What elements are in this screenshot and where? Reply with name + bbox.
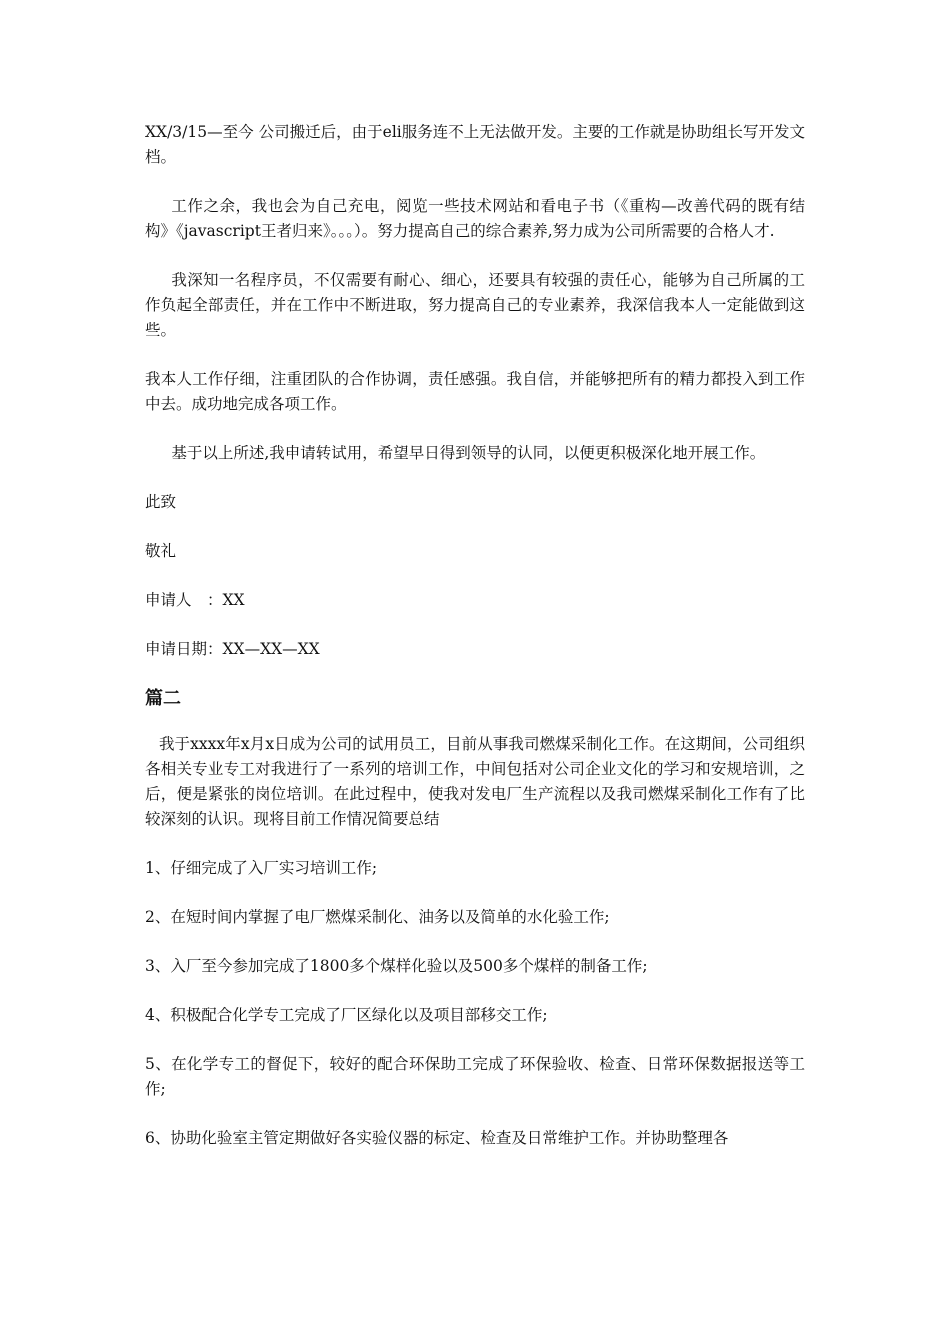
list-item: 1、仔细完成了入厂实习培训工作; [145,859,378,877]
applicant-line: 申请人 ：XX [145,591,245,609]
list-item: 6、协助化验室主管定期做好各实验仪器的标定、检查及日常维护工作。并协助整理各 [145,1129,729,1147]
closing-salute: 敬礼 [145,542,177,560]
paragraph-teamwork: 我本人工作仔细，注重团队的合作协调，责任感强。我自信，并能够把所有的精力都投入到工作中去。成功地完成各项工作。 [145,370,805,413]
list-item: 5、在化学专工的督促下，较好的配合环保助工完成了环保验收、检查、日常环保数据报送等工作; [145,1055,805,1098]
list-item: 2、在短时间内掌握了电厂燃煤采制化、油务以及简单的水化验工作; [145,908,610,926]
paragraph-request: 基于以上所述,我申请转试用，希望早日得到领导的认同，以便更积极深化地开展工作。 [171,444,766,462]
paragraph-responsibility: 我深知一名程序员，不仅需要有耐心、细心，还要具有较强的责任心，能够为自己所属的工作负起全部责任，并在工作中不断进取，努力提高自己的专业素养，我深信我本人一定能做到这些。 [145,271,805,339]
list-item: 3、入厂至今参加完成了1800多个煤样化验以及500多个煤样的制备工作; [145,957,648,975]
paragraph-intro: 我于xxxx年x月x日成为公司的试用员工，目前从事我司燃煤采制化工作。在这期间，公司组织各相关专业专工对我进行了一系列的培训工作，中间包括对公司企业文化的学习和安规培训，之后，便是紧张的岗位培训。在此过程中，使我对发电厂生产流程以及我司燃煤采制化工作有了比较深刻的认识。现将目前工作情况简要总结 [145,735,805,828]
date-line: 申请日期：XX—XX—XX [145,640,320,658]
list-item: 4、积极配合化学专工完成了厂区绿化以及项目部移交工作; [145,1006,548,1024]
section-heading: 篇二 [145,688,181,709]
document-page [145,120,805,1175]
paragraph-self-study: 工作之余，我也会为自己充电，阅览一些技术网站和看电子书（《重构—改善代码的既有结构》《javascript王者归来》。。。）。努力提高自己的综合素养,努力成为公司所需要的合格人才. [145,197,805,240]
paragraph-work-period: XX/3/15—至今 公司搬迁后，由于eli服务连不上无法做开发。主要的工作就是协助组长写开发文档。 [145,123,805,166]
closing-greeting: 此致 [145,493,177,511]
